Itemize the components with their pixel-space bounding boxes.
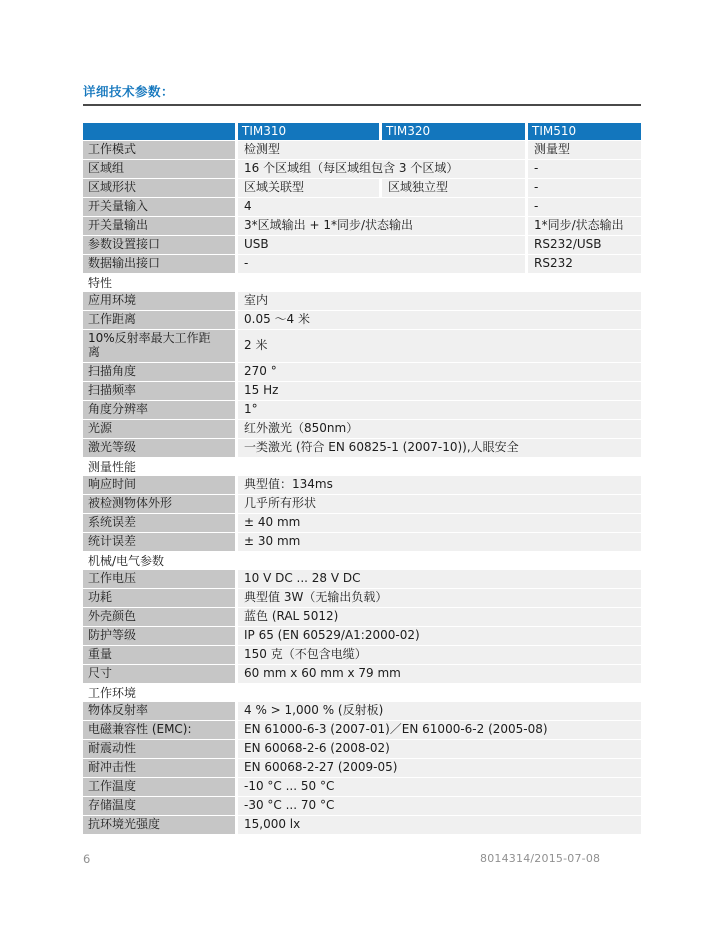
table-row bbox=[83, 759, 641, 777]
row-value: - bbox=[528, 198, 641, 216]
table-row bbox=[83, 311, 641, 329]
table-row bbox=[83, 816, 641, 834]
table-row bbox=[83, 646, 641, 664]
section-row: 机械/电气参数 bbox=[83, 552, 641, 569]
page-title: 详细技术参数： bbox=[83, 84, 175, 99]
row-value: RS232 bbox=[528, 255, 641, 273]
row-value: 10 V DC ... 28 V DC bbox=[238, 570, 641, 588]
table-row bbox=[83, 589, 641, 607]
table-row bbox=[83, 439, 641, 457]
table-row bbox=[83, 179, 641, 197]
row-value: 16 个区域组（每区域组包含 3 个区域） bbox=[238, 160, 525, 178]
table-row bbox=[83, 740, 641, 758]
row-value: 4 % > 1,000 % (反射板) bbox=[238, 702, 641, 720]
row-label: 统计误差 bbox=[83, 533, 235, 551]
table-row bbox=[83, 330, 641, 362]
row-value: 红外激光（850nm） bbox=[238, 420, 641, 438]
row-value: 60 mm x 60 mm x 79 mm bbox=[238, 665, 641, 683]
row-label: 角度分辨率 bbox=[83, 401, 235, 419]
row-value: 15 Hz bbox=[238, 382, 641, 400]
table-row bbox=[83, 665, 641, 683]
doc-reference: 8014314/2015-07-08 bbox=[480, 852, 601, 865]
row-label: 区域形状 bbox=[83, 179, 235, 197]
row-value: - bbox=[528, 179, 641, 197]
table-row bbox=[83, 495, 641, 513]
table-row bbox=[83, 141, 641, 159]
table-row bbox=[83, 797, 641, 815]
row-value: EN 60068-2-6 (2008-02) bbox=[238, 740, 641, 758]
row-label: 防护等级 bbox=[83, 627, 235, 645]
row-value: 2 米 bbox=[238, 330, 641, 362]
row-value: -30 °C ... 70 °C bbox=[238, 797, 641, 815]
row-value: 1° bbox=[238, 401, 641, 419]
row-label: 工作电压 bbox=[83, 570, 235, 588]
row-label: 参数设置接口 bbox=[83, 236, 235, 254]
column-header-tim510: TIM510 bbox=[528, 123, 641, 140]
row-value: 270 ° bbox=[238, 363, 641, 381]
row-value: 3*区域输出 + 1*同步/状态输出 bbox=[238, 217, 525, 235]
row-label: 重量 bbox=[83, 646, 235, 664]
row-value: ± 40 mm bbox=[238, 514, 641, 532]
row-value: 1*同步/状态输出 bbox=[528, 217, 641, 235]
table-row bbox=[83, 570, 641, 588]
table-row bbox=[83, 533, 641, 551]
row-label: 区域组 bbox=[83, 160, 235, 178]
row-value: -10 °C ... 50 °C bbox=[238, 778, 641, 796]
row-value: 检测型 bbox=[238, 141, 525, 159]
column-header-tim310: TIM310 bbox=[238, 123, 379, 140]
row-label: 10%反射率最大工作距离 bbox=[83, 330, 235, 362]
table-row bbox=[83, 702, 641, 720]
table-row bbox=[83, 382, 641, 400]
row-label: 激光等级 bbox=[83, 439, 235, 457]
row-label: 耐冲击性 bbox=[83, 759, 235, 777]
table-row bbox=[83, 160, 641, 178]
row-value: USB bbox=[238, 236, 525, 254]
row-value: 室内 bbox=[238, 292, 641, 310]
row-value: 区域独立型 bbox=[382, 179, 525, 197]
row-value: 典型值 3W（无输出负载） bbox=[238, 589, 641, 607]
table-row bbox=[83, 363, 641, 381]
row-label: 扫描角度 bbox=[83, 363, 235, 381]
table-row bbox=[83, 292, 641, 310]
table-row bbox=[83, 721, 641, 739]
row-value: - bbox=[238, 255, 525, 273]
row-label: 电磁兼容性 (EMC): bbox=[83, 721, 235, 739]
row-label: 响应时间 bbox=[83, 476, 235, 494]
table-row bbox=[83, 217, 641, 235]
row-value: - bbox=[528, 160, 641, 178]
table-row bbox=[83, 608, 641, 626]
table-row bbox=[83, 198, 641, 216]
row-value: 150 克（不包含电缆） bbox=[238, 646, 641, 664]
row-label: 应用环境 bbox=[83, 292, 235, 310]
row-label: 被检测物体外形 bbox=[83, 495, 235, 513]
row-value: 4 bbox=[238, 198, 525, 216]
row-value: 几乎所有形状 bbox=[238, 495, 641, 513]
row-value: 测量型 bbox=[528, 141, 641, 159]
table-row bbox=[83, 627, 641, 645]
row-value: IP 65 (EN 60529/A1:2000-02) bbox=[238, 627, 641, 645]
row-value: RS232/USB bbox=[528, 236, 641, 254]
row-value: ± 30 mm bbox=[238, 533, 641, 551]
column-header-empty bbox=[83, 123, 235, 140]
table-row bbox=[83, 476, 641, 494]
row-label: 工作距离 bbox=[83, 311, 235, 329]
section-row: 特性 bbox=[83, 274, 641, 291]
section-row: 测量性能 bbox=[83, 458, 641, 475]
row-label: 尺寸 bbox=[83, 665, 235, 683]
row-value: 典型值：134ms bbox=[238, 476, 641, 494]
row-label: 物体反射率 bbox=[83, 702, 235, 720]
row-label: 耐震动性 bbox=[83, 740, 235, 758]
row-value: EN 60068-2-27 (2009-05) bbox=[238, 759, 641, 777]
section-row: 工作环境 bbox=[83, 684, 641, 701]
row-label: 功耗 bbox=[83, 589, 235, 607]
table-row bbox=[83, 401, 641, 419]
row-value: 一类激光 (符合 EN 60825-1 (2007-10)),人眼安全 bbox=[238, 439, 641, 457]
row-value: 0.05 ～4 米 bbox=[238, 311, 641, 329]
row-value: 区域关联型 bbox=[238, 179, 379, 197]
table-row bbox=[83, 236, 641, 254]
row-value: EN 61000-6-3 (2007-01)／EN 61000-6-2 (2005-08) bbox=[238, 721, 641, 739]
row-label: 抗环境光强度 bbox=[83, 816, 235, 834]
row-label: 扫描频率 bbox=[83, 382, 235, 400]
row-label: 外壳颜色 bbox=[83, 608, 235, 626]
row-value: 15,000 lx bbox=[238, 816, 641, 834]
row-label: 工作温度 bbox=[83, 778, 235, 796]
page-number: 6 bbox=[83, 852, 91, 866]
row-label: 系统误差 bbox=[83, 514, 235, 532]
spec-table bbox=[83, 123, 641, 835]
row-label: 开关量输入 bbox=[83, 198, 235, 216]
row-label: 开关量输出 bbox=[83, 217, 235, 235]
row-label: 数据输出接口 bbox=[83, 255, 235, 273]
row-label: 存储温度 bbox=[83, 797, 235, 815]
table-header-row bbox=[83, 123, 641, 140]
table-row bbox=[83, 255, 641, 273]
table-row bbox=[83, 514, 641, 532]
table-row bbox=[83, 778, 641, 796]
title-divider bbox=[83, 104, 641, 106]
row-label: 光源 bbox=[83, 420, 235, 438]
table-row bbox=[83, 420, 641, 438]
column-header-tim320: TIM320 bbox=[382, 123, 525, 140]
row-value: 蓝色 (RAL 5012) bbox=[238, 608, 641, 626]
row-label: 工作模式 bbox=[83, 141, 235, 159]
